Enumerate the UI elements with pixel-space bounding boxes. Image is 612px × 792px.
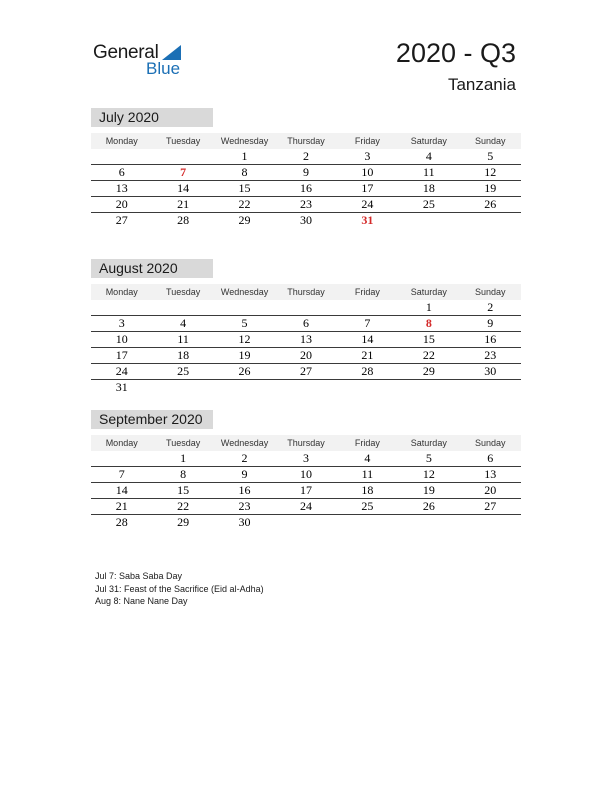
- day-cell: 26: [422, 499, 435, 513]
- day-cell: [91, 451, 152, 466]
- day-cell: 20: [299, 348, 312, 362]
- day-cell: 24: [115, 364, 128, 378]
- day-cell: 19: [484, 181, 497, 195]
- logo-triangle-icon: [162, 45, 181, 60]
- weekday-label: Tuesday: [166, 136, 201, 146]
- weekday-label: Wednesday: [220, 438, 269, 448]
- day-cell: 1: [180, 451, 187, 465]
- week-row: [91, 364, 521, 380]
- month-title: August 2020: [91, 259, 213, 278]
- weekday-label: Friday: [354, 136, 380, 146]
- day-cell: 7: [364, 316, 371, 330]
- month-calendar: [91, 108, 521, 229]
- day-cell: 13: [115, 181, 128, 195]
- day-cell: 10: [361, 165, 374, 179]
- holiday-day-cell: 7: [180, 165, 187, 179]
- day-cell: 29: [422, 364, 435, 378]
- week-row: [91, 213, 521, 229]
- week-row: [91, 149, 521, 165]
- week-row: [91, 499, 521, 515]
- day-cell: [152, 380, 213, 396]
- day-cell: 18: [422, 181, 435, 195]
- weekday-label: Saturday: [410, 438, 447, 448]
- day-cell: 15: [177, 483, 190, 497]
- weekday-header-row: [91, 133, 521, 149]
- day-cell: [91, 149, 152, 164]
- day-cell: 12: [422, 467, 435, 481]
- day-cell: 16: [238, 483, 251, 497]
- day-cell: 12: [238, 332, 251, 346]
- weekday-header-row: [91, 284, 521, 300]
- week-row: [91, 483, 521, 499]
- weekday-label: Sunday: [474, 438, 506, 448]
- day-cell: 28: [361, 364, 374, 378]
- day-cell: 22: [422, 348, 435, 362]
- day-cell: [398, 515, 459, 531]
- day-cell: [275, 380, 336, 396]
- day-cell: 9: [487, 316, 494, 330]
- day-cell: [398, 380, 459, 396]
- day-cell: [398, 213, 459, 229]
- day-cell: 11: [423, 165, 435, 179]
- day-cell: 5: [425, 451, 432, 465]
- weekday-label: Monday: [105, 287, 138, 297]
- day-cell: 12: [484, 165, 497, 179]
- holiday-note: Jul 31: Feast of the Sacrifice (Eid al-Adha): [95, 583, 264, 594]
- day-cell: 15: [422, 332, 435, 346]
- day-cell: [460, 380, 521, 396]
- holiday-notes: [95, 570, 264, 608]
- day-cell: 21: [361, 348, 374, 362]
- day-cell: 30: [238, 515, 251, 529]
- day-cell: 21: [177, 197, 190, 211]
- day-cell: 4: [180, 316, 187, 330]
- day-cell: 9: [241, 467, 248, 481]
- day-cell: 29: [238, 213, 251, 227]
- weekday-label: Sunday: [474, 136, 506, 146]
- country-name: Tanzania: [447, 75, 516, 94]
- day-cell: 28: [177, 213, 190, 227]
- day-cell: [214, 300, 275, 315]
- weekday-label: Tuesday: [166, 438, 201, 448]
- weekday-label: Monday: [105, 438, 138, 448]
- day-cell: [275, 515, 336, 531]
- day-cell: 5: [241, 316, 248, 330]
- weekday-label: Saturday: [410, 136, 447, 146]
- day-cell: 22: [238, 197, 251, 211]
- day-cell: [91, 300, 152, 315]
- month-calendar: [91, 410, 521, 531]
- day-cell: 17: [299, 483, 312, 497]
- weekday-label: Friday: [354, 438, 380, 448]
- day-cell: [337, 300, 398, 315]
- day-cell: 27: [299, 364, 312, 378]
- day-cell: 1: [425, 300, 432, 314]
- day-cell: 28: [115, 515, 128, 529]
- day-cell: 11: [361, 467, 374, 481]
- weekday-label: Friday: [354, 287, 380, 297]
- day-cell: 13: [484, 467, 497, 481]
- weekday-label: Wednesday: [220, 287, 269, 297]
- day-cell: 1: [241, 149, 248, 163]
- day-cell: 25: [361, 499, 374, 513]
- weekday-label: Tuesday: [166, 287, 201, 297]
- day-cell: 15: [238, 181, 251, 195]
- day-cell: 30: [299, 213, 312, 227]
- week-row: [91, 380, 521, 396]
- day-cell: 6: [302, 316, 309, 330]
- day-cell: [460, 515, 521, 531]
- day-cell: 8: [180, 467, 187, 481]
- day-cell: 7: [118, 467, 125, 481]
- week-row: [91, 316, 521, 332]
- day-cell: 13: [299, 332, 312, 346]
- day-cell: 2: [302, 149, 309, 163]
- day-cell: 23: [238, 499, 251, 513]
- logo-text-general: General: [93, 42, 159, 63]
- day-cell: 17: [361, 181, 374, 195]
- holiday-day-cell: 31: [361, 213, 374, 227]
- day-cell: [152, 149, 213, 164]
- month-title: July 2020: [91, 108, 213, 127]
- day-cell: 14: [361, 332, 374, 346]
- day-cell: 4: [364, 451, 371, 465]
- week-row: [91, 451, 521, 467]
- week-row: [91, 332, 521, 348]
- day-cell: 3: [302, 451, 309, 465]
- week-row: [91, 515, 521, 531]
- day-cell: 10: [115, 332, 128, 346]
- day-cell: 19: [422, 483, 435, 497]
- day-cell: 29: [177, 515, 190, 529]
- day-cell: 9: [302, 165, 309, 179]
- day-cell: 5: [487, 149, 494, 163]
- day-cell: 18: [361, 483, 374, 497]
- weekday-label: Thursday: [287, 438, 325, 448]
- day-cell: 14: [115, 483, 128, 497]
- day-cell: 26: [238, 364, 251, 378]
- holiday-note: Jul 7: Saba Saba Day: [95, 571, 183, 581]
- day-cell: 23: [484, 348, 497, 362]
- day-cell: 6: [118, 165, 125, 179]
- week-row: [91, 181, 521, 197]
- generalblue-logo: [93, 40, 193, 80]
- logo-text-blue: Blue: [146, 59, 181, 78]
- weekday-label: Monday: [105, 136, 138, 146]
- day-cell: 8: [241, 165, 248, 179]
- day-cell: 19: [238, 348, 251, 362]
- day-cell: 31: [115, 380, 128, 394]
- week-row: [91, 348, 521, 364]
- day-cell: 2: [487, 300, 494, 314]
- day-cell: 22: [177, 499, 190, 513]
- weekday-label: Saturday: [410, 287, 447, 297]
- day-cell: 30: [484, 364, 497, 378]
- weekday-header-row: [91, 435, 521, 451]
- weekday-label: Sunday: [474, 287, 506, 297]
- day-cell: 11: [177, 332, 189, 346]
- week-row: [91, 197, 521, 213]
- weekday-label: Thursday: [287, 136, 325, 146]
- day-cell: 3: [364, 149, 371, 163]
- day-cell: 4: [425, 149, 432, 163]
- day-cell: 18: [177, 348, 190, 362]
- month-calendar: [91, 259, 521, 396]
- day-cell: 20: [115, 197, 128, 211]
- day-cell: 2: [241, 451, 248, 465]
- month-title: September 2020: [91, 410, 213, 429]
- day-cell: 10: [299, 467, 312, 481]
- day-cell: 16: [484, 332, 497, 346]
- day-cell: 24: [299, 499, 312, 513]
- page-title: 2020 - Q3: [395, 38, 516, 68]
- day-cell: 17: [115, 348, 128, 362]
- day-cell: 23: [299, 197, 312, 211]
- day-cell: 16: [299, 181, 312, 195]
- day-cell: 6: [487, 451, 494, 465]
- day-cell: 21: [115, 499, 128, 513]
- day-cell: 25: [177, 364, 190, 378]
- day-cell: [337, 380, 398, 396]
- day-cell: 26: [484, 197, 497, 211]
- day-cell: [460, 213, 521, 229]
- week-row: [91, 165, 521, 181]
- weekday-label: Wednesday: [220, 136, 269, 146]
- day-cell: 24: [361, 197, 374, 211]
- day-cell: [275, 300, 336, 315]
- day-cell: 25: [422, 197, 435, 211]
- day-cell: 20: [484, 483, 497, 497]
- holiday-day-cell: 8: [425, 316, 432, 330]
- day-cell: 14: [177, 181, 190, 195]
- week-row: [91, 300, 521, 316]
- week-row: [91, 467, 521, 483]
- day-cell: [214, 380, 275, 396]
- day-cell: 3: [118, 316, 125, 330]
- day-cell: 27: [115, 213, 128, 227]
- day-cell: [152, 300, 213, 315]
- weekday-label: Thursday: [287, 287, 325, 297]
- day-cell: 27: [484, 499, 497, 513]
- day-cell: [337, 515, 398, 531]
- holiday-note: Aug 8: Nane Nane Day: [95, 596, 188, 606]
